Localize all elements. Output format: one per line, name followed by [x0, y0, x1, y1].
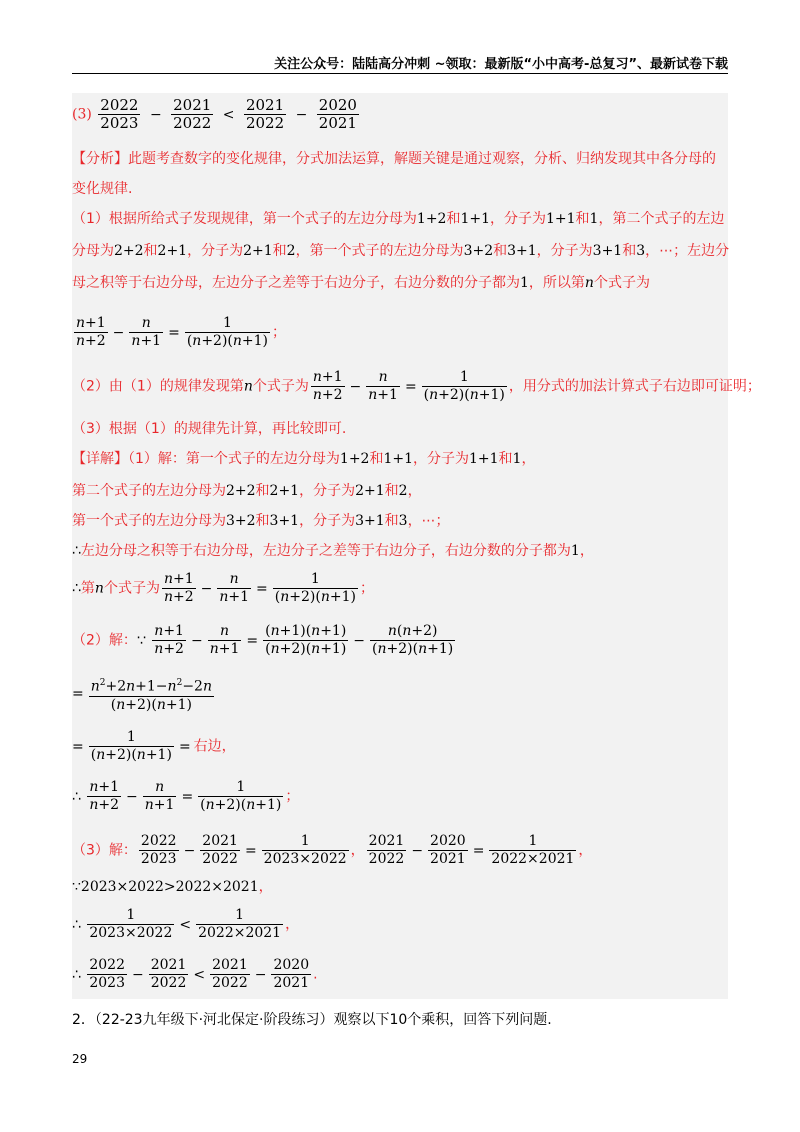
detail-line-3: 第一个式子的左边分母为3+2和3+1，分子为3+1和3，⋯； — [72, 513, 450, 529]
detail-p2-line-3: = $\frac{1}{(n+2)(n+1)}$ = 右边， — [72, 729, 236, 763]
detail-formula-nth: ∴第n个式子为 $\frac{n+1}{n+2}$ − $\frac{n}{n+1}$ = $\frac{1}{(n+2)(n+1)}$ ； — [72, 571, 374, 605]
detail-p3-line-4: ∴ $\frac{2022}{2023}$ − $\frac{2021}{2022}$ < $\frac{2021}{2022}$ − $\frac{2020}{2021}$ . — [72, 957, 318, 991]
detail-p2-line-4: ∴ $\frac{n+1}{n+2}$ − $\frac{n}{n+1}$ = $\frac{1}{(n+2)(n+1)}$ ； — [72, 779, 300, 813]
top-answer-line: (3) $\frac{2022}{2023}$ − $\frac{2021}{2022}$ < $\frac{2021}{2022}$ − $\frac{2020}{2021}$ — [72, 96, 357, 132]
analysis-p3: （3）根据（1）的规律先计算，再比较即可. — [72, 421, 347, 437]
question-2: 2．（22-23九年级下·河北保定·阶段练习）观察以下10个乘积，回答下列问题. — [72, 1012, 552, 1028]
detail-p3-line-3: ∴ $\frac{1}{2023\times 2022}$ < $\frac{1}{2022\times 2021}$ ， — [72, 907, 300, 941]
formula-nth: $\frac{n+1}{n+2}$ − $\frac{n}{n+1}$ = $\frac{1}{(n+2)(n+1)}$ ； — [76, 315, 287, 349]
detail-line-2: 第二个式子的左边分母为2+2和2+1，分子为2+1和2， — [72, 483, 422, 499]
detail-line-4: ∴左边分母之积等于右边分母，左边分子之差等于右边分子，右边分数的分子都为1， — [72, 543, 594, 559]
analysis-p2: （2）由（1）的规律发现第n个式子为 $\frac{n+1}{n+2}$ − $\frac{n}{n+1}$ = $\frac{1}{(n+2)(n+1)}$ ，用分式的加法计算式子右边即可证明； — [72, 369, 761, 403]
fraction: $\frac{2021}{2022}$ — [245, 96, 285, 132]
fraction: $\frac{2021}{2022}$ — [173, 96, 212, 132]
page-header: 关注公众号：陆陆高分冲刺 ~领取：最新版“小中高考-总复习”、最新试卷下载 — [274, 57, 728, 72]
detail-line-1: 【详解】（1）解：第一个式子的左边分母为1+2和1+1，分子为1+1和1， — [72, 451, 536, 467]
page-number: 29 — [72, 1052, 88, 1066]
detail-p3-line-1: （3）解： $\frac{2022}{2023}$ − $\frac{2021}{2022}$ = $\frac{1}{2023\times 2022}$ ， $\frac{2021}{2022}$ − $\frac{2020}{2021}$ = $\frac{1}{2022\times 2021}$ ， — [72, 833, 593, 867]
analysis-line-2: 变化规律. — [72, 181, 133, 197]
analysis-line-1: 【分析】此题考查数字的变化规律，分式加法运算，解题关键是通过观察，分析、归纳发现其中各分母的 — [72, 151, 716, 167]
top-answer-label: (3) — [72, 106, 92, 123]
fraction: $\frac{2020}{2021}$ — [318, 96, 357, 132]
analysis-p1-line-1: （1）根据所给式子发现规律，第一个式子的左边分母为1+2和1+1，分子为1+1和1，第二个式子的左边 — [72, 211, 725, 227]
header-rule — [72, 73, 728, 74]
detail-p2-line-1: （2）解：∵ $\frac{n+1}{n+2}$ − $\frac{n}{n+1}$ = $\frac{(n+1)(n+1)}{(n+2)(n+1)}$ − $\frac{n(n+2)}{(n+2)(n+1)}$ — [72, 623, 454, 657]
detail-p3-line-2: ∵2023×2022>2022×2021， — [72, 879, 273, 895]
analysis-p1-line-2: 分母为2+2和2+1，分子为2+1和2，第一个式子的左边分母为3+2和3+1，分子为3+1和3，⋯；左边分 — [72, 243, 730, 259]
detail-p2-line-2: = $\frac{n^2+2n+1-n^2-2n}{(n+2)(n+1)}$ — [72, 675, 216, 714]
fraction: $\frac{2022}{2023}$ — [100, 96, 139, 132]
analysis-p1-line-3: 母之积等于右边分母，左边分子之差等于右边分子，右边分数的分子都为1，所以第n个式子为 — [72, 275, 650, 291]
